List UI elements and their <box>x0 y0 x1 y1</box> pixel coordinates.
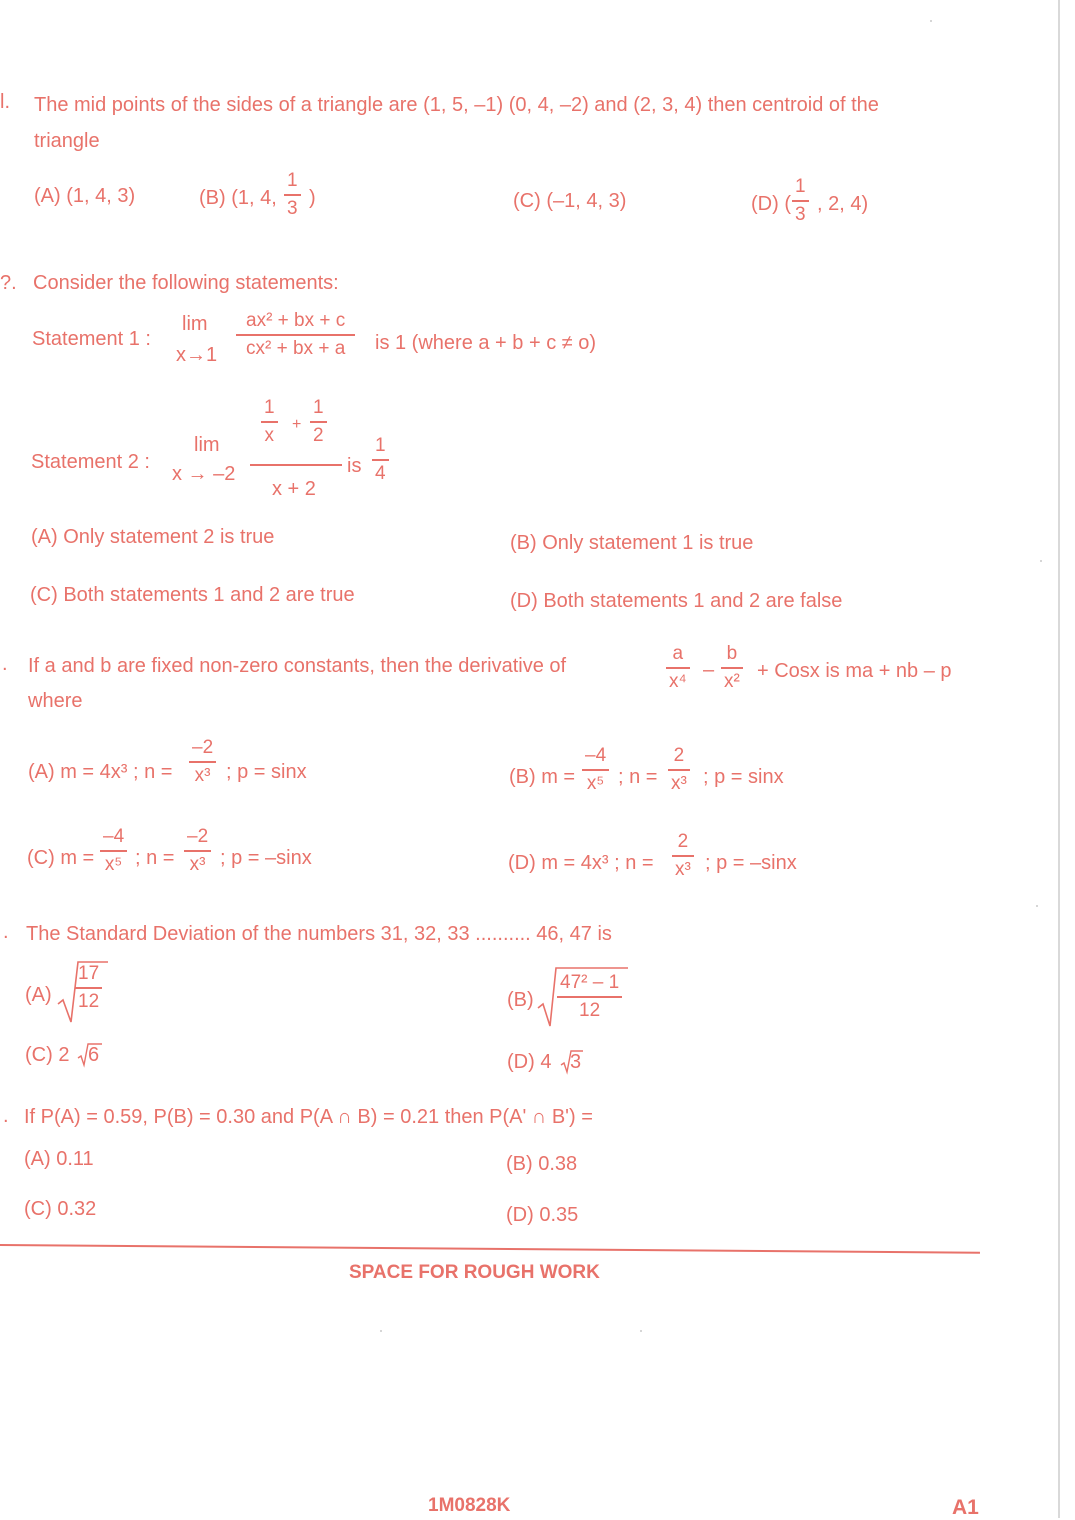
fraction-bar <box>184 850 211 852</box>
q1-option-b-suffix: ) <box>309 187 316 209</box>
numerator: –4 <box>585 745 607 766</box>
q1-option-d-suffix: , 2, 4) <box>817 193 869 215</box>
statement-2-inner-fraction-2 <box>310 397 327 447</box>
denominator: 2 <box>313 424 324 446</box>
statement-1-lim-sub: x→1 <box>176 344 218 366</box>
denominator: x⁴ <box>669 670 687 692</box>
numerator: 1 <box>375 435 386 456</box>
numerator: ax² + bx + c <box>246 310 346 331</box>
denominator: x² <box>724 670 740 692</box>
q4-stem: The Standard Deviation of the numbers 31, 32, 33 .......... 46, 47 is <box>26 923 612 945</box>
q3-stem-fraction-2 <box>721 643 743 693</box>
numerator: 2 <box>673 745 685 766</box>
fraction-bar <box>582 769 609 771</box>
paper-code: 1M0828K <box>428 1495 511 1516</box>
q3-option-b-prefix: (B) m = <box>509 766 576 788</box>
statement-2-lim-sub: x → –2 <box>172 463 236 485</box>
numerator: 1 <box>313 397 324 418</box>
q3-option-a-suffix: ; p = sinx <box>226 761 307 783</box>
denominator: 12 <box>579 999 601 1021</box>
q3-option-c-fraction-1 <box>100 826 127 876</box>
q1-option-d-prefix: (D) ( <box>751 193 791 215</box>
q3-stem-fraction-1 <box>666 643 690 693</box>
q2-option-a[interactable]: (A) Only statement 2 is true <box>31 526 275 548</box>
numerator: 1 <box>795 176 806 197</box>
q3-option-d-suffix: ; p = –sinx <box>705 852 797 874</box>
fraction-bar <box>668 769 690 771</box>
q3-option-b-suffix: ; p = sinx <box>703 766 784 788</box>
q5-option-c[interactable]: (C) 0.32 <box>24 1198 97 1220</box>
q2-option-d[interactable]: (D) Both statements 1 and 2 are false <box>510 590 843 612</box>
fraction-bar <box>284 194 301 196</box>
q3-stem-tail: + Cosx is ma + nb – p <box>757 660 952 682</box>
q3-stem: If a and b are fixed non-zero constants, then the derivative of <box>28 655 567 677</box>
q3-stem-line2: where <box>28 690 83 712</box>
scan-speck <box>640 1330 642 1332</box>
fraction-bar <box>792 200 809 202</box>
denominator: 3 <box>287 197 298 219</box>
rough-work-divider <box>0 1244 980 1254</box>
denominator: x³ <box>189 853 206 875</box>
q3-option-c-prefix: (C) m = <box>27 847 95 869</box>
page-edge <box>1058 0 1060 1518</box>
statement-2-lim: lim <box>194 434 220 456</box>
q4-option-b-fraction <box>557 972 622 1022</box>
q1-option-b-fraction <box>284 170 301 220</box>
q4-option-a-fraction <box>75 963 102 1013</box>
denominator: 4 <box>375 462 386 484</box>
numerator: 47² – 1 <box>560 972 620 993</box>
q3-stem-minus: – <box>703 659 715 681</box>
q3-option-d-fraction <box>672 831 694 881</box>
fraction-bar <box>557 996 622 998</box>
q1-number: l. <box>0 91 10 113</box>
q4-option-d-label: (D) 4 <box>507 1051 552 1073</box>
statement-2-main-bar <box>250 464 342 466</box>
q5-number: . <box>3 1105 9 1127</box>
fraction-bar <box>100 850 127 852</box>
statement-1-fraction <box>236 310 355 360</box>
q3-option-c-suffix: ; p = –sinx <box>220 847 312 869</box>
fraction-bar <box>372 459 389 461</box>
denominator: x³ <box>675 858 691 880</box>
q2-option-b[interactable]: (B) Only statement 1 is true <box>510 532 754 554</box>
statement-2-label: Statement 2 : <box>31 451 150 473</box>
page-number: A1 <box>952 1496 979 1519</box>
rough-work-heading: SPACE FOR ROUGH WORK <box>349 1262 600 1283</box>
numerator: –4 <box>103 826 125 847</box>
fraction-bar <box>236 334 355 336</box>
denominator: cx² + bx + a <box>246 337 346 359</box>
denominator: x⁵ <box>104 853 123 875</box>
q3-number: . <box>2 653 8 675</box>
statement-2-denominator: x + 2 <box>272 478 316 500</box>
q4-option-c-radicand: 6 <box>88 1044 100 1066</box>
statement-2-is: is <box>347 455 362 477</box>
denominator: x³ <box>194 764 211 786</box>
q4-option-d-radicand: 3 <box>570 1051 582 1073</box>
q4-option-a-label: (A) <box>25 984 52 1006</box>
q2-number: ?. <box>0 272 17 294</box>
fraction-bar <box>721 667 743 669</box>
denominator: 12 <box>78 990 100 1012</box>
q2-option-c[interactable]: (C) Both statements 1 and 2 are true <box>30 584 355 606</box>
scan-speck <box>1040 560 1042 562</box>
fraction-bar <box>189 761 216 763</box>
statement-1-label: Statement 1 : <box>32 328 151 350</box>
q4-option-c-label: (C) 2 <box>25 1044 70 1066</box>
q4-number: . <box>3 921 9 943</box>
numerator: –2 <box>187 826 209 847</box>
q1-option-c[interactable]: (C) (–1, 4, 3) <box>513 190 627 212</box>
numerator: 17 <box>78 963 100 984</box>
q1-option-d-fraction <box>792 176 809 226</box>
numerator: a <box>672 643 684 664</box>
scan-speck <box>930 20 932 22</box>
q3-option-c-fraction-2 <box>184 826 211 876</box>
denominator: 3 <box>795 203 806 225</box>
q3-option-b-fraction-1 <box>582 745 609 795</box>
denominator: x <box>264 424 275 446</box>
fraction-bar <box>666 667 690 669</box>
numerator: 1 <box>287 170 298 191</box>
q4-option-b-label: (B) <box>507 989 534 1011</box>
q5-stem: If P(A) = 0.59, P(B) = 0.30 and P(A ∩ B) = 0.21 then P(A' ∩ B') = <box>24 1106 593 1128</box>
fraction-bar <box>261 421 278 423</box>
q3-option-a-fraction <box>189 737 216 787</box>
statement-2-inner-fraction-1 <box>261 397 278 447</box>
numerator: 1 <box>264 397 275 418</box>
q3-option-b-fraction-2 <box>668 745 690 795</box>
q2-stem: Consider the following statements: <box>33 272 339 294</box>
fraction-bar <box>75 987 102 989</box>
numerator: 2 <box>677 831 689 852</box>
numerator: –2 <box>192 737 214 758</box>
q1-option-b-prefix: (B) (1, 4, <box>199 187 277 209</box>
statement-1-lim: lim <box>182 313 208 335</box>
q1-option-a[interactable]: (A) (1, 4, 3) <box>34 185 136 207</box>
q3-option-c-mid: ; n = <box>135 847 175 869</box>
q1-stem-line2: triangle <box>34 130 100 152</box>
denominator: x³ <box>671 772 687 794</box>
statement-2-value <box>372 435 389 485</box>
q3-option-a-prefix: (A) m = 4x³ ; n = <box>28 761 173 783</box>
scan-speck <box>1036 905 1038 907</box>
q1-stem: The mid points of the sides of a triangle are (1, 5, –1) (0, 4, –2) and (2, 3, 4) then centroid of the <box>34 94 879 116</box>
scan-speck <box>380 1330 382 1332</box>
q5-option-b[interactable]: (B) 0.38 <box>506 1153 578 1175</box>
statement-1-tail: is 1 (where a + b + c ≠ o) <box>375 332 597 354</box>
statement-2-plus: + <box>292 416 302 433</box>
denominator: x⁵ <box>586 772 605 794</box>
q5-option-d[interactable]: (D) 0.35 <box>506 1204 579 1226</box>
q3-option-d-prefix: (D) m = 4x³ ; n = <box>508 852 654 874</box>
fraction-bar <box>310 421 327 423</box>
fraction-bar <box>672 855 694 857</box>
q3-option-b-mid: ; n = <box>618 766 658 788</box>
q5-option-a[interactable]: (A) 0.11 <box>24 1148 94 1170</box>
numerator: b <box>726 643 738 664</box>
